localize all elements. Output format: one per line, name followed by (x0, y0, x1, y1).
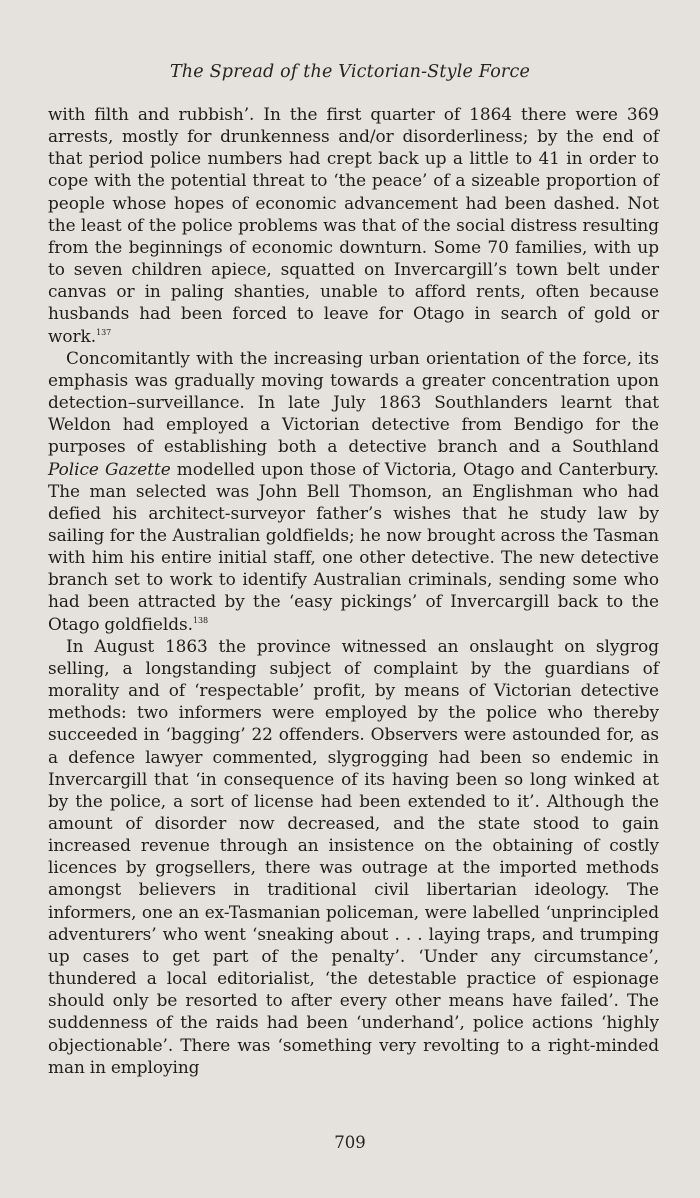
paragraph-3 (48, 635, 659, 1078)
running-header: The Spread of the Victorian-Style Force (169, 62, 531, 82)
paragraph-1 (48, 103, 659, 347)
italic-title: Police Gazette (48, 458, 171, 479)
paragraph-text: modelled upon those of Victoria, Otago and Canterbury. The man selected was John Bell Thomson, an Englishman who had defied his architect-surveyor father’s wishes that he study law by sailing for the Australian goldfields; he now brought across the Tasman with him his entire initial staff, one other detective. The new detective branch set to work to identify Australian criminals, sending some who had been attracted by the ‘easy pickings’ of Invercargill back to the Otago goldfields. (48, 458, 659, 634)
paragraph-text: In August 1863 the province witnessed an onslaught on slygrog selling, a longstanding subject of complaint by the guardians of morality and of ‘respectable’ profit, by means of Victorian detective methods: two informers were employed by the police who thereby succeeded in ‘bagging’ 22 offenders. Observers were astounded for, as a defence lawyer commented, slygrogging had been so endemic in Invercargill that ‘in consequence of its having been so long winked at by the police, a sort of license had been extended to it’. Although the amount of disorder now decreased, and the state stood to gain increased revenue through an insistence on the obtaining of costly licences by grogsellers, there was outrage at the imported methods amongst believers in traditional civil libertarian ideology. The informers, one an ex-Tasmanian policeman, were labelled ‘unprincipled adventurers’ who went ‘sneaking about . . . laying traps, and trumping up cases to get part of the penalty’. ‘Under any circumstance’, thundered a local editorialist, ‘the detestable practice of espionage should only be resorted to after every other means have failed’. The suddenness of the raids had been ‘underhand’, police actions ‘highly objectionable’. There was ‘something very revolting to a right-minded man in employing (48, 635, 659, 1077)
paragraph-2 (48, 347, 659, 635)
body-text (48, 103, 659, 1078)
paragraph-text: with filth and rubbish’. In the first quarter of 1864 there were 369 arrests, mostly for drunkenness and/or disorderliness; by the end of that period police numbers had crept back up a little to 41 in order to cope with the potential threat to ‘the peace’ of a sizeable proportion of people whose hopes of economic advancement had been dashed. Not the least of the police problems was that of the social distress resulting from the beginnings of economic downturn. Some 70 families, with up to seven children apiece, squatted on Invercargill’s town belt under canvas or in paling shanties, unable to afford rents, often because husbands had been forced to leave for Otago in search of gold or work. (48, 104, 659, 346)
footnote-ref-137: 137 (96, 327, 112, 337)
paragraph-text: Concomitantly with the increasing urban orientation of the force, its emphasis was gradually moving towards a greater concentration upon detection–surveillance. In late July 1863 Southlanders learnt that Weldon had employed a Victorian detective from Bendigo for the purposes of establishing both a detective branch and a Southland (48, 347, 659, 457)
page-number: 709 (334, 1133, 366, 1152)
footnote-ref-138: 138 (192, 615, 209, 625)
